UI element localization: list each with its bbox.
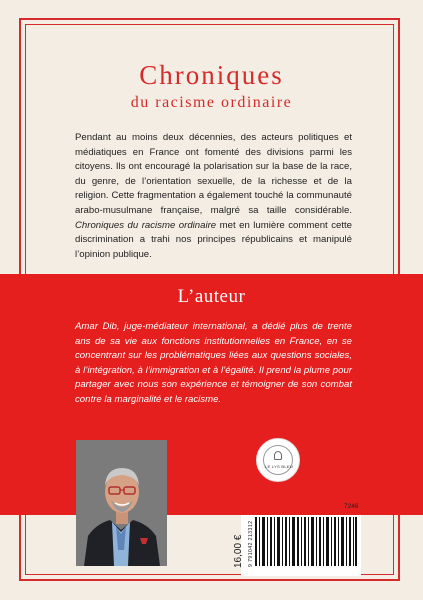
author-bio: Amar Dib, juge-médiateur international, a dédié plus de trente ans de sa vie aux fonctions institutionnelles en France, en se concentrant sur les problématiques liées aux questions sociales, à l’intégration, à l’immigration et à l’égalité. Il prend la plume pour partager avec nous son expérience et témoigner de son combat contre la marginalité et le racisme. [75,321,352,405]
synopsis-book-title: Chroniques du racisme ordinaire [75,219,217,231]
book-title: Chroniques [139,60,284,90]
book-subtitle: du racisme ordinaire [130,94,293,111]
isbn-number: 9 791042 213312 [248,520,254,567]
synopsis-part-1: Pendant au moins deux décennies, des acteurs politiques et médiatiques en France ont fomenté des divisions parmi les citoyens. Ils ont encouragé la polarisation sur la base de la race, du genre, de l’orientation sexuelle, de la richesse et de la religion. Cette fragmentation a également touché la communauté arabo-musulmane française, malgré sa taille considérable. [75,132,352,216]
logo-ring [263,445,293,475]
product-code: 7246 [344,503,359,510]
synopsis-part-2: met en lumière comment cette discrimination a trahi nos principes républicains et manipulé l’opinion publique. [75,219,352,260]
lily-icon [274,451,282,460]
barcode-area [241,515,361,576]
author-portrait-image [76,440,167,566]
author-photo [76,440,167,566]
barcode-icon [255,517,357,566]
author-heading: L’auteur [177,286,246,307]
price-label: 16,00 € [233,534,244,568]
publisher-logo [256,438,300,482]
synopsis-text [75,131,352,262]
publisher-name: LE LYS BLEU [264,464,294,469]
